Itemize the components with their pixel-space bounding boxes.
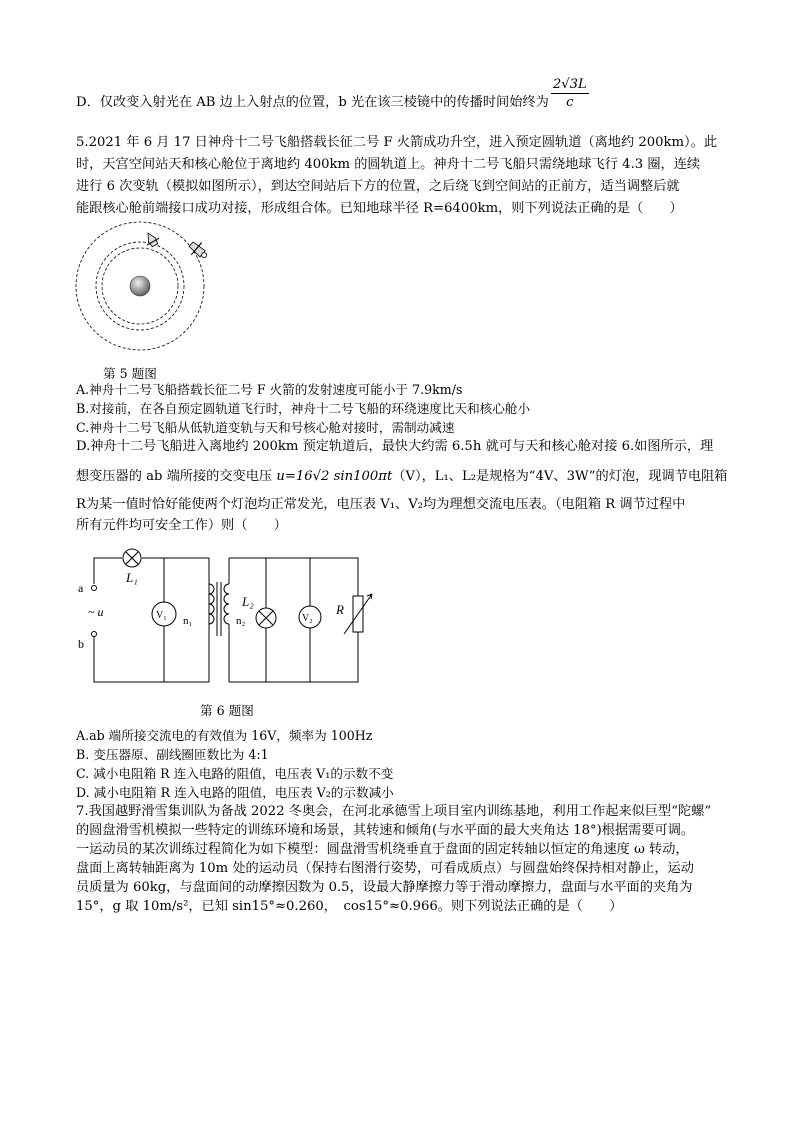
- q6-line: R为某一值时恰好能使两个灯泡均正常发光，电压表 V₁、V₂均为理想交流电压表。（电阻箱 R 调节过程中: [76, 497, 686, 512]
- q4-option-d: D．仅改变入射光在 AB 边上入射点的位置，b 光在该三棱镜中的传播时间始终为 $\frac{2√3L}{c}$: [76, 77, 587, 110]
- label-l2: L₂: [242, 594, 254, 609]
- q6-figure-caption: 第 6 题图: [200, 703, 254, 718]
- q5-option-d: D.神舟十二号飞船进入离地约 200km 预定轨道后，最快大约需 6.5h 就可与天和核心舱对接 6.如图所示，理: [76, 439, 714, 454]
- q5-line: 进行 6 次变轨（模拟如图所示），到达空间站后下方的位置，之后绕飞到空间站的正前方，适当调整后就: [76, 179, 680, 194]
- q5-line: 时，天宫空间站天和核心舱位于离地约 400km 的圆轨道上。神舟十二号飞船只需绕地球飞行 4.3 圈，连续: [76, 157, 701, 172]
- label-b: b: [78, 637, 84, 651]
- terminal-b-icon: [92, 632, 97, 637]
- q6-line: 所有元件均可安全工作）则（ ）: [76, 518, 287, 533]
- q7-line: 7.我国越野滑雪集训队为备战 2022 冬奥会，在河北承德雪上项目室内训练基地，利用工作起来似巨型“陀螺”: [76, 804, 712, 819]
- q7-line: 一运动员的某次训练过程简化为如下模型：圆盘滑雪机绕垂直于盘面的固定转轴以恒定的角速度 ω 转动，: [76, 842, 689, 857]
- q5-option-b: B.对接前，在各自预定圆轨道飞行时，神舟十二号飞船的环绕速度比天和核心舱小: [76, 401, 531, 416]
- q5-line: 能跟核心舱前端接口成功对接，形成组合体。已知地球半径 R=6400km，则下列说法正确的是（ ）: [76, 201, 683, 216]
- terminal-a-icon: [92, 586, 97, 591]
- q5-option-c: C.神舟十二号飞船从低轨道变轨与天和号核心舱对接时，需制动减速: [76, 420, 455, 435]
- label-n1: n₁: [183, 615, 193, 627]
- q5-figure-caption: 第 5 题图: [103, 366, 157, 381]
- q6-line: 想变压器的 ab 端所接的交变电压 u=16√2 sin100πt（V），L₁、L₂是规格为“4V、3W”的灯泡，现调节电阻箱: [76, 469, 728, 484]
- q6-circuit-figure: [74, 544, 374, 694]
- voltage-formula: u=16√2 sin100πt: [276, 469, 393, 484]
- label-l1: L₁: [126, 570, 138, 585]
- label-a: a: [78, 581, 84, 595]
- q7-line: 的圆盘滑雪机模拟一些特定的训练环境和场景，其转速和倾角(与水平面的最大夹角达 18°)根据需要可调。: [76, 823, 695, 838]
- q6-option-a: A.ab 端所接交流电的有效值为 16V，频率为 100Hz: [76, 728, 373, 743]
- label-v2: V₂: [302, 613, 313, 624]
- q6-option-b: B. 变压器原、副线圈匝数比为 4:1: [76, 747, 269, 762]
- q5-option-a: A.神舟十二号飞船搭载长征二号 F 火箭的发射速度可能小于 7.9km/s: [76, 382, 463, 397]
- q7-line: 15°，g 取 10m/s²，已知 sin15°≈0.260， cos15°≈0.966。则下列说法正确的是（ ）: [76, 899, 623, 914]
- earth-icon: [130, 276, 150, 296]
- lamp-l1-icon: [123, 549, 141, 567]
- space-station-icon: [186, 238, 211, 263]
- lamp-l2-icon: [256, 608, 276, 628]
- label-n2: n₂: [236, 615, 246, 627]
- q7-line: 盘面上离转轴距离为 10m 处的运动员（保持右图滑行姿势，可看成质点）与圆盘始终保持相对静止，运动: [76, 861, 694, 876]
- label-r: R: [336, 602, 344, 617]
- label-v1: V₁: [156, 610, 167, 621]
- q7-line: 员质量为 60kg，与盘面间的动摩擦因数为 0.5，设最大静摩擦力等于滑动摩擦力，盘面与水平面的夹角为: [76, 880, 693, 895]
- q6-option-c: C. 减小电阻箱 R 连入电路的阻值，电压表 V₁的示数不变: [76, 766, 394, 781]
- q5-orbit-figure: [70, 220, 220, 360]
- label-u: ~ u: [88, 605, 104, 619]
- q6-option-d: D. 减小电阻箱 R 连入电路的阻值，电压表 V₂的示数减小: [76, 785, 394, 800]
- q5-line: 5.2021 年 6 月 17 日神舟十二号飞船搭载长征二号 F 火箭成功升空，进入预定圆轨道（离地约 200km）。此: [76, 135, 718, 150]
- q4-fraction: $\frac{2√3L}{c}$: [552, 77, 587, 110]
